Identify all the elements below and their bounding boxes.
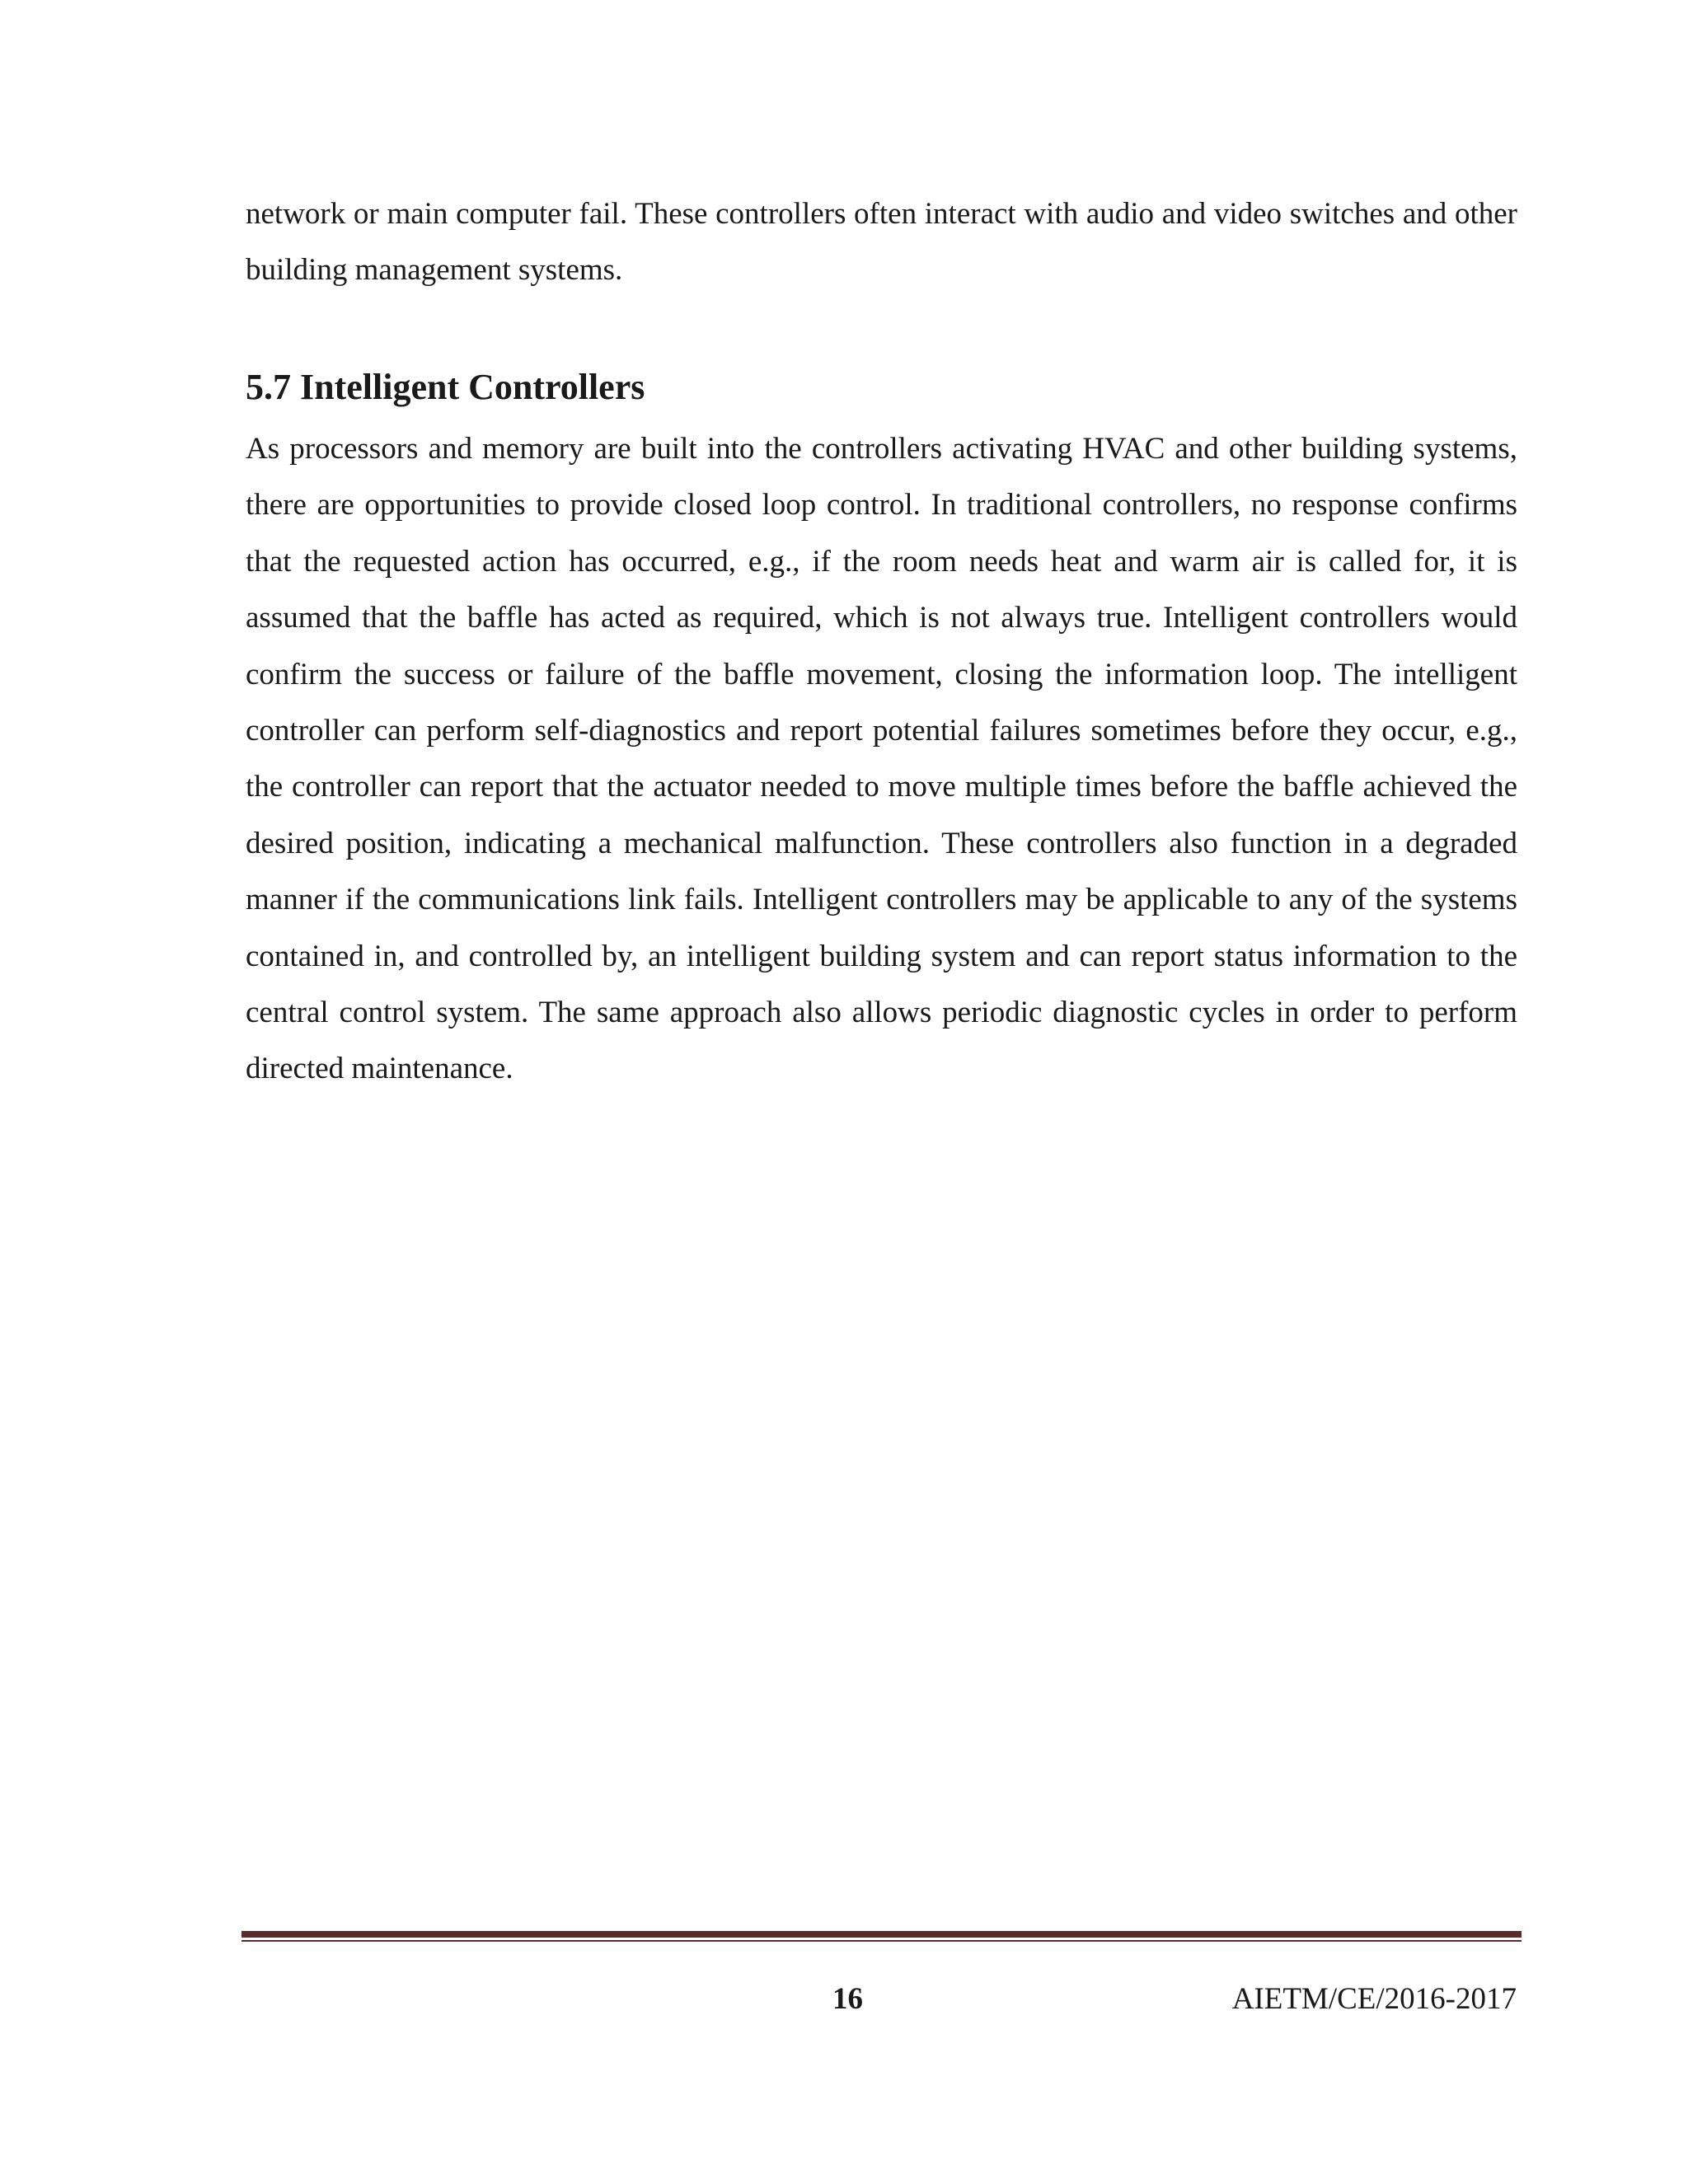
intro-paragraph: network or main computer fail. These controllers often interact with audio and video switches and other building management systems. (246, 197, 1517, 288)
footer-rule-thick (241, 1931, 1522, 1938)
section-heading: 5.7 Intelligent Controllers (246, 367, 645, 407)
page-number: 16 (832, 1982, 863, 2016)
body-paragraph: As processors and memory are built into the controllers activating HVAC and other building systems, there are opportunities to provide closed loop control. In traditional controllers, no response confirms that the requested action has occurred, e.g., if the room needs heat and warm air is called for, it is assumed that the baffle has acted as required, which is not always true. Intelligent controllers would confirm the success or failure of the baffle movement, closing the information loop. The intelligent controller can perform self-diagnostics and report potential failures sometimes before they occur, e.g., the controller can report that the actuator needed to move multiple times before the baffle achieved the desired position, indicating a mechanical malfunction. These controllers also function in a degraded manner if the communications link fails. Intelligent controllers may be applicable to any of the systems contained in, and controlled by, an intelligent building system and can report status information to the central control system. The same approach also allows periodic diagnostic cycles in order to perform directed maintenance. (246, 432, 1517, 1086)
footer-reference: AIETM/CE/2016-2017 (1231, 1982, 1517, 2016)
footer-rule-thin (241, 1940, 1522, 1942)
